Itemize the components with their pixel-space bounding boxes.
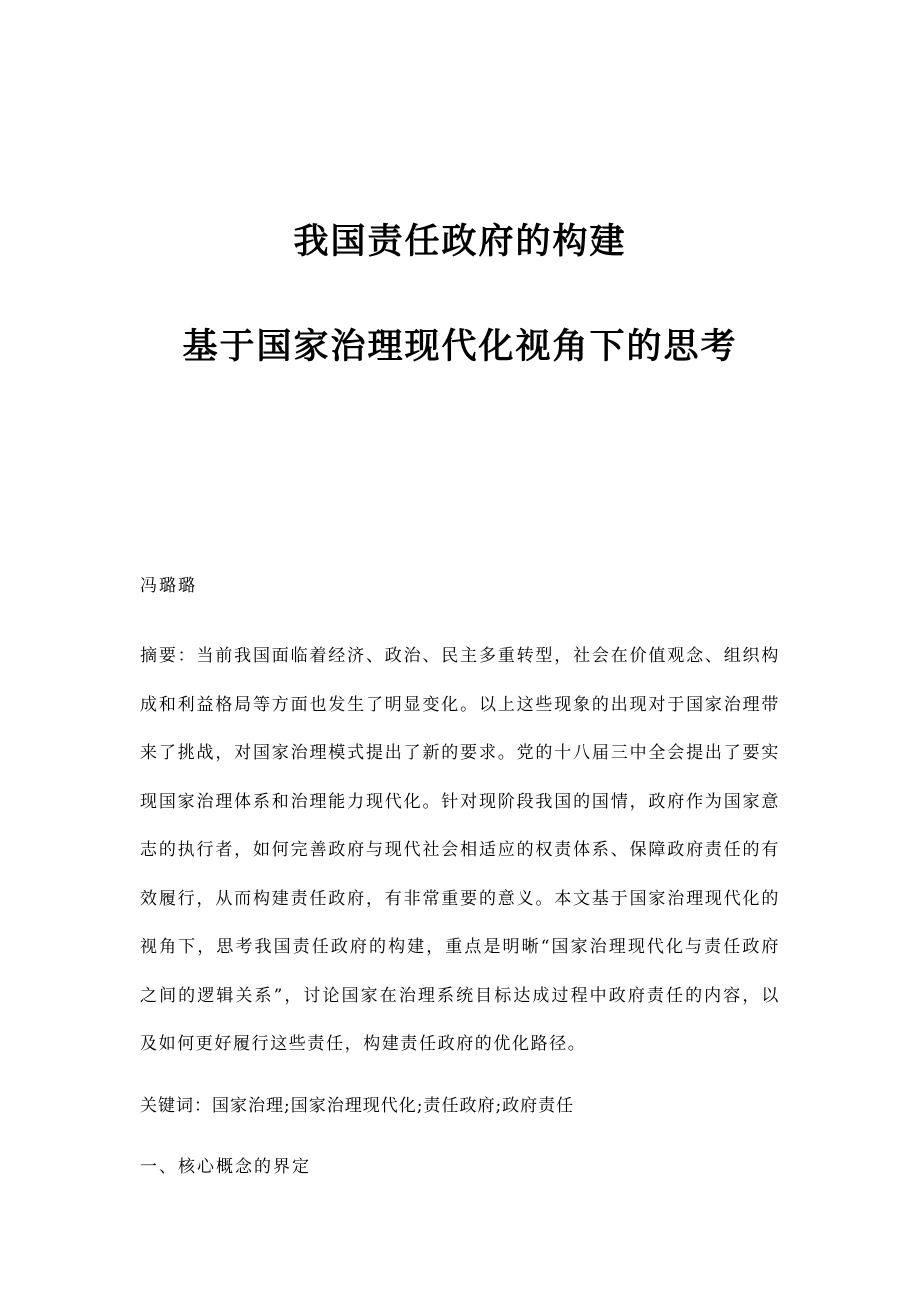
- section-heading: 一、核心概念的界定: [140, 1157, 311, 1177]
- abstract-paragraph: 摘要：当前我国面临着经济、政治、民主多重转型，社会在价值观念、组织构成和利益格局等方面也发生了明显变化。以上这些现象的出现对于国家治理带来了挑战，对国家治理模式提出了新的要求。党的十八届三中全会提出了要实现国家治理体系和治理能力现代化。针对现阶段我国的国情，政府作为国家意志的执行者，如何完善政府与现代社会相适应的权责体系、保障政府责任的有效履行，从而构建责任政府，有非常重要的意义。本文基于国家治理现代化的视角下，思考我国责任政府的构建，重点是明晰“国家治理现代化与责任政府之间的逻辑关系”，讨论国家在治理系统目标达成过程中政府责任的内容，以及如何更好履行这些责任，构建责任政府的优化路径。: [140, 646, 780, 1054]
- author-name: 冯璐璐: [140, 576, 197, 596]
- keywords-line: 关键词：国家治理;国家治理现代化;责任政府;政府责任: [140, 1096, 575, 1116]
- document-title: 我国责任政府的构建: [293, 221, 627, 262]
- document-subtitle: 基于国家治理现代化视角下的思考: [182, 326, 738, 367]
